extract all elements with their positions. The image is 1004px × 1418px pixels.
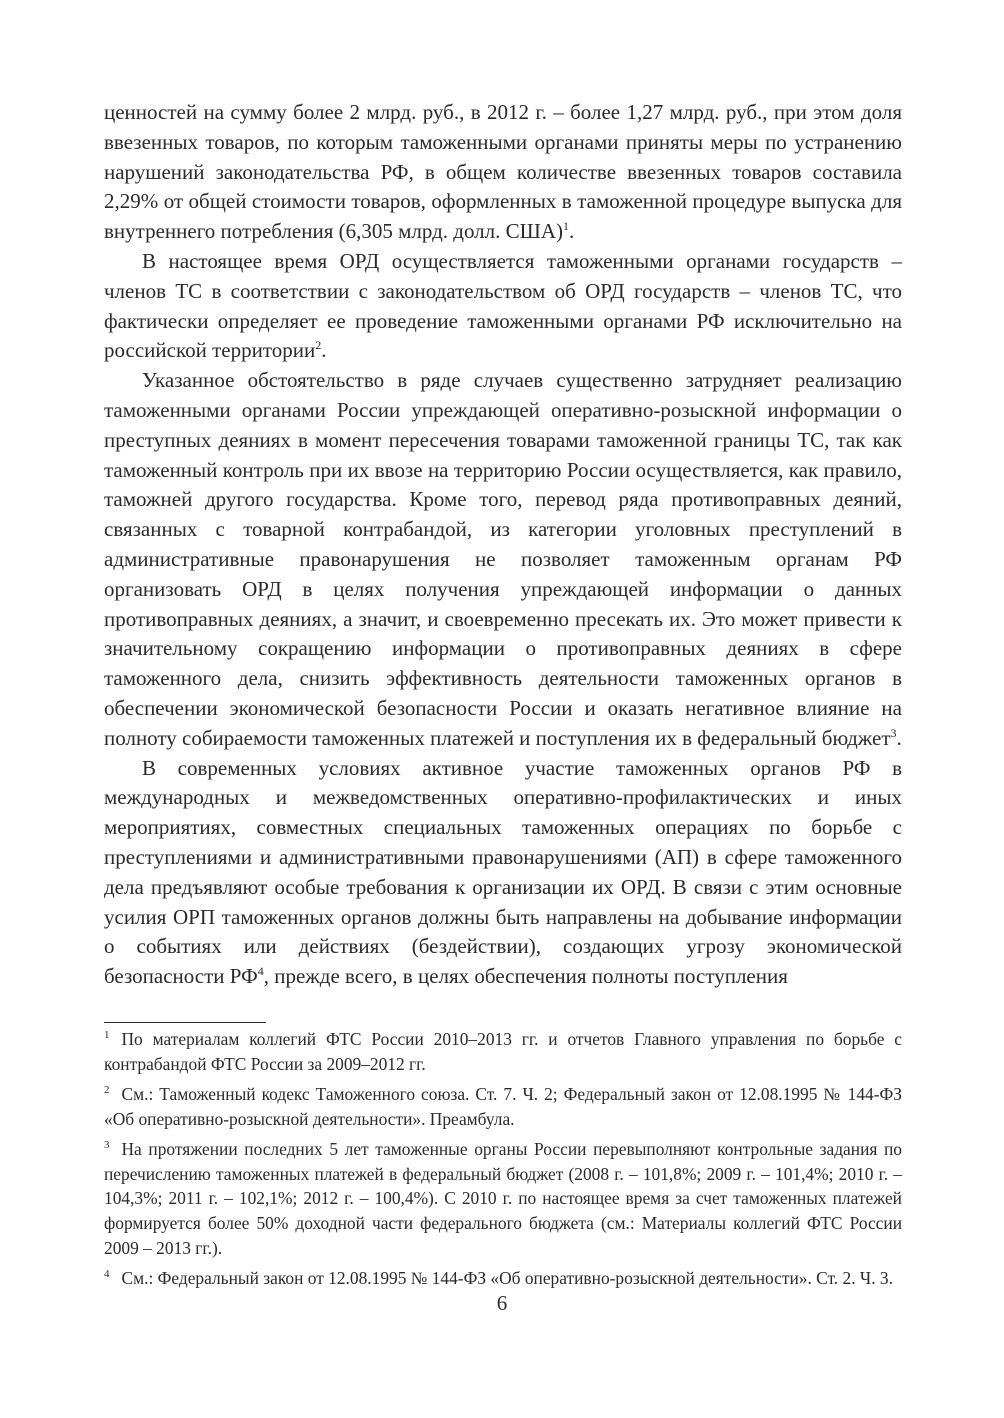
- footnote-ref-2: 2: [315, 338, 322, 353]
- footnote-2: $^2$ См.: Таможенный кодекс Таможенного союза. Ст. 7. Ч. 2; Федеральный закон от 12.08.1995 № 144-ФЗ «Об оперативно-розыскной деятельности». Преамбула.: [104, 1084, 902, 1129]
- page-content: [104, 98, 902, 1297]
- page-number: 6: [496, 1291, 508, 1315]
- paragraph-2: В настоящее время ОРД осуществляется таможенными органами государств – членов ТС в соответствии с законодательством об ОРД государств – членов ТС, что фактически определяет ее проведение таможенными органами РФ исключительно на российской территории$^2$.: [104, 248, 902, 363]
- footnote-ref-1: 1: [563, 219, 569, 234]
- footnotes: [104, 1027, 902, 1291]
- footnote-ref-4: 4: [257, 964, 264, 979]
- paragraph-1: ценностей на сумму более 2 млрд. руб., в 2012 г. – более 1,27 млрд. руб., при этом доля ввезенных товаров, по которым таможенными органами приняты меры по устранению нарушений законодательства РФ, в общем количестве ввезенных товаров составила 2,29% от общей стоимости товаров, оформленных в таможенной процедуре выпуска для внутреннего потребления (6,305 млрд. долл. США)$^1$.: [104, 100, 902, 244]
- paragraph-4: В современных условиях активное участие таможенных органов РФ в международных и межведомственных оперативно-профилактических и иных мероприятиях, совместных специальных таможенных операциях по борьбе с преступлениями и административными правонарушениями (АП) в сфере таможенного дела предъявляют особые требования к организации их ОРД. В связи с этим основные усилия ОРП таможенных органов должны быть направлены на добывание информации о событиях или действиях (бездействии), создающих угрозу экономической безопасности $РФ^4$, прежде всего, в целях обеспечения полноты поступления: [104, 755, 902, 989]
- footnote-separator: [104, 1022, 266, 1023]
- main-text: [104, 98, 902, 992]
- footnote-ref-3: 3: [890, 725, 897, 740]
- footnote-1: $^1$ По материалам коллегий ФТС России 2010–2013 гг. и отчетов Главного управления по борьбе с контрабандой ФТС России за 2009–2012 гг.: [104, 1028, 902, 1074]
- paragraph-3: Указанное обстоятельство в ряде случаев существенно затрудняет реализацию таможенными органами России упреждающей оперативно-розыскной информации о преступных деяниях в момент пересечения товарами таможенной границы ТС, так как таможенный контроль при их ввозе на территорию России осуществляется, как правило, таможней другого государства. Кроме того, перевод ряда противоправных деяний, связанных с товарной контрабандой, из категории уголовных преступлений в административные правонарушения не позволяет таможенным органам РФ организовать ОРД в целях получения упреждающей информации о данных противоправных деяниях, а значит, и своевременно пресекать их. Это может привести к значительному сокращению информации о противоправных деяниях в сфере таможенного дела, снизить эффективность деятельности таможенных органов в обеспечении экономической безопасности России и оказать негативное влияние на полноту собираемости таможенных платежей и поступления их в федеральный бюджет$^3$.: [104, 368, 902, 750]
- footnote-4: $^4$ См.: Федеральный закон от 12.08.1995 № 144-ФЗ «Об оперативно-розыскной деятельности». Ст. 2. Ч. 3.: [104, 1268, 893, 1289]
- footnote-3: $^3$ На протяжении последних 5 лет таможенные органы России перевыполняют контрольные задания по перечислению таможенных платежей в федеральный бюджет (2008 г. – 101,8%; 2009 г. – 101,4%; 2010 г. – 104,3%; 2011 г. – 102,1%; 2012 г. – 100,4%). С 2010 г. по настоящее время за счет таможенных платежей формируется более 50% доходной части федерального бюджета (см.: Материалы коллегий ФТС России 2009 – 2013 гг.).: [104, 1139, 902, 1258]
